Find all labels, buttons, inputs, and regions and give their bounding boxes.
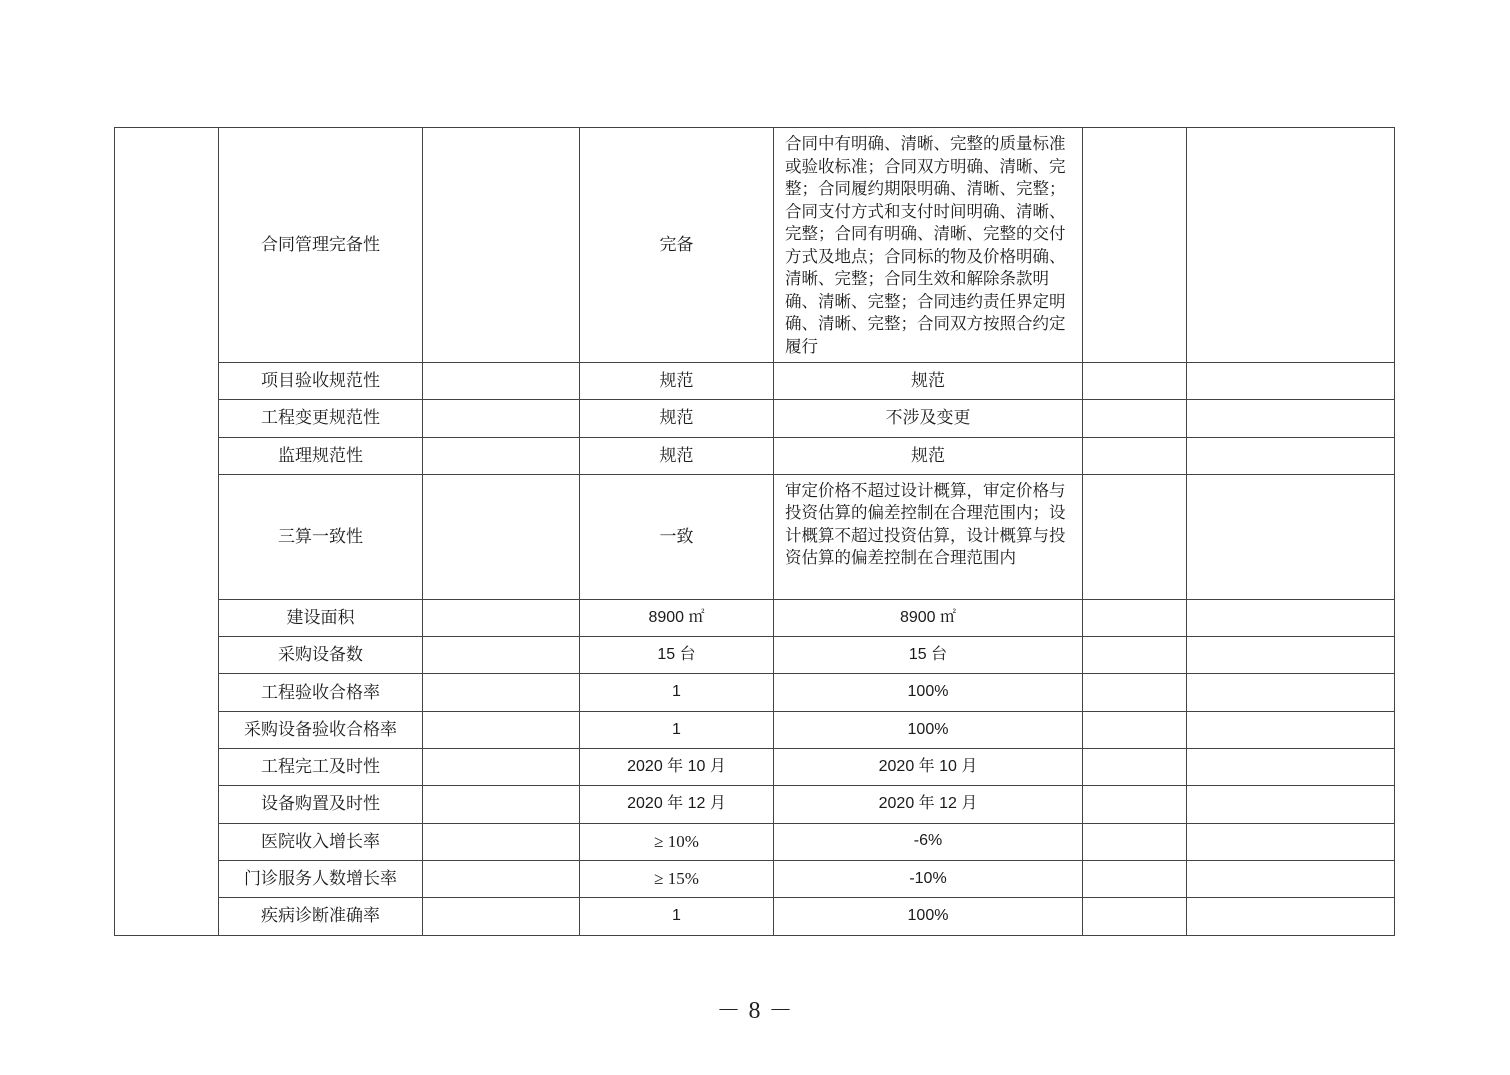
table-row bbox=[115, 749, 1395, 786]
remark-cell bbox=[1187, 898, 1395, 935]
target-cell: 1 bbox=[580, 674, 774, 711]
target-cell: 一致 bbox=[580, 474, 774, 599]
score-cell bbox=[1083, 474, 1187, 599]
indicator-cell: 建设面积 bbox=[219, 599, 423, 636]
remark-cell bbox=[1187, 437, 1395, 474]
target-cell: 规范 bbox=[580, 437, 774, 474]
remark-cell bbox=[1187, 860, 1395, 897]
actual-cell: 100% bbox=[774, 674, 1083, 711]
score-cell bbox=[1083, 400, 1187, 437]
blank-cell bbox=[423, 474, 580, 599]
performance-indicator-table bbox=[114, 127, 1395, 936]
table-row bbox=[115, 786, 1395, 823]
blank-cell bbox=[423, 674, 580, 711]
actual-cell: -10% bbox=[774, 860, 1083, 897]
score-cell bbox=[1083, 437, 1187, 474]
actual-cell: 规范 bbox=[774, 437, 1083, 474]
indicator-cell: 设备购置及时性 bbox=[219, 786, 423, 823]
table-row bbox=[115, 674, 1395, 711]
table-row bbox=[115, 437, 1395, 474]
target-cell: ≥ 10% bbox=[580, 823, 774, 860]
actual-cell: 不涉及变更 bbox=[774, 400, 1083, 437]
target-cell: 1 bbox=[580, 711, 774, 748]
remark-cell bbox=[1187, 599, 1395, 636]
target-cell: 8900 ㎡ bbox=[580, 599, 774, 636]
indicator-cell: 项目验收规范性 bbox=[219, 363, 423, 400]
indicator-cell: 合同管理完备性 bbox=[219, 128, 423, 363]
remark-cell bbox=[1187, 711, 1395, 748]
table-row bbox=[115, 400, 1395, 437]
target-cell: 2020 年 10 月 bbox=[580, 749, 774, 786]
actual-cell: 100% bbox=[774, 711, 1083, 748]
table-row bbox=[115, 637, 1395, 674]
actual-cell: 8900 ㎡ bbox=[774, 599, 1083, 636]
remark-cell bbox=[1187, 749, 1395, 786]
score-cell bbox=[1083, 363, 1187, 400]
actual-cell: 审定价格不超过设计概算，审定价格与投资估算的偏差控制在合理范围内；设计概算不超过投资估算，设计概算与投资估算的偏差控制在合理范围内 bbox=[774, 474, 1083, 599]
target-cell: 2020 年 12 月 bbox=[580, 786, 774, 823]
target-cell: ≥ 15% bbox=[580, 860, 774, 897]
table-row bbox=[115, 128, 1395, 363]
indicator-cell: 采购设备数 bbox=[219, 637, 423, 674]
table-row bbox=[115, 823, 1395, 860]
blank-cell bbox=[423, 637, 580, 674]
actual-cell: 合同中有明确、清晰、完整的质量标准或验收标准；合同双方明确、清晰、完整；合同履约期限明确、清晰、完整；合同支付方式和支付时间明确、清晰、完整；合同有明确、清晰、完整的交付方式及地点；合同标的物及价格明确、清晰、完整；合同生效和解除条款明确、清晰、完整；合同违约责任界定明确、清晰、完整；合同双方按照合约定履行 bbox=[774, 128, 1083, 363]
score-cell bbox=[1083, 711, 1187, 748]
table-row bbox=[115, 474, 1395, 599]
table-row bbox=[115, 711, 1395, 748]
indicator-cell: 工程完工及时性 bbox=[219, 749, 423, 786]
score-cell bbox=[1083, 674, 1187, 711]
table-row bbox=[115, 599, 1395, 636]
table-row bbox=[115, 898, 1395, 935]
indicator-cell: 三算一致性 bbox=[219, 474, 423, 599]
indicator-cell: 医院收入增长率 bbox=[219, 823, 423, 860]
remark-cell bbox=[1187, 363, 1395, 400]
blank-cell bbox=[423, 749, 580, 786]
remark-cell bbox=[1187, 674, 1395, 711]
remark-cell bbox=[1187, 823, 1395, 860]
table-row bbox=[115, 363, 1395, 400]
actual-cell: 2020 年 10 月 bbox=[774, 749, 1083, 786]
actual-cell: 15 台 bbox=[774, 637, 1083, 674]
indicator-cell: 采购设备验收合格率 bbox=[219, 711, 423, 748]
actual-cell: 2020 年 12 月 bbox=[774, 786, 1083, 823]
score-cell bbox=[1083, 823, 1187, 860]
remark-cell bbox=[1187, 474, 1395, 599]
indicator-cell: 门诊服务人数增长率 bbox=[219, 860, 423, 897]
indicator-cell: 监理规范性 bbox=[219, 437, 423, 474]
indicator-cell: 工程变更规范性 bbox=[219, 400, 423, 437]
target-cell: 1 bbox=[580, 898, 774, 935]
actual-cell: 100% bbox=[774, 898, 1083, 935]
page-number: － 8 － bbox=[716, 998, 794, 1024]
blank-cell bbox=[423, 711, 580, 748]
blank-cell bbox=[423, 128, 580, 363]
target-cell: 规范 bbox=[580, 400, 774, 437]
target-cell: 规范 bbox=[580, 363, 774, 400]
table-row bbox=[115, 860, 1395, 897]
remark-cell bbox=[1187, 400, 1395, 437]
score-cell bbox=[1083, 786, 1187, 823]
blank-cell bbox=[423, 860, 580, 897]
target-cell: 完备 bbox=[580, 128, 774, 363]
target-cell: 15 台 bbox=[580, 637, 774, 674]
actual-cell: -6% bbox=[774, 823, 1083, 860]
blank-cell bbox=[423, 786, 580, 823]
blank-cell bbox=[423, 363, 580, 400]
blank-cell bbox=[423, 599, 580, 636]
score-cell bbox=[1083, 898, 1187, 935]
score-cell bbox=[1083, 128, 1187, 363]
remark-cell bbox=[1187, 128, 1395, 363]
indicator-cell: 疾病诊断准确率 bbox=[219, 898, 423, 935]
blank-cell bbox=[423, 437, 580, 474]
score-cell bbox=[1083, 599, 1187, 636]
actual-cell: 规范 bbox=[774, 363, 1083, 400]
blank-cell bbox=[423, 400, 580, 437]
remark-cell bbox=[1187, 637, 1395, 674]
score-cell bbox=[1083, 749, 1187, 786]
indicator-cell: 工程验收合格率 bbox=[219, 674, 423, 711]
remark-cell bbox=[1187, 786, 1395, 823]
blank-cell bbox=[423, 898, 580, 935]
score-cell bbox=[1083, 860, 1187, 897]
score-cell bbox=[1083, 637, 1187, 674]
blank-cell bbox=[423, 823, 580, 860]
category-cell bbox=[115, 128, 219, 936]
